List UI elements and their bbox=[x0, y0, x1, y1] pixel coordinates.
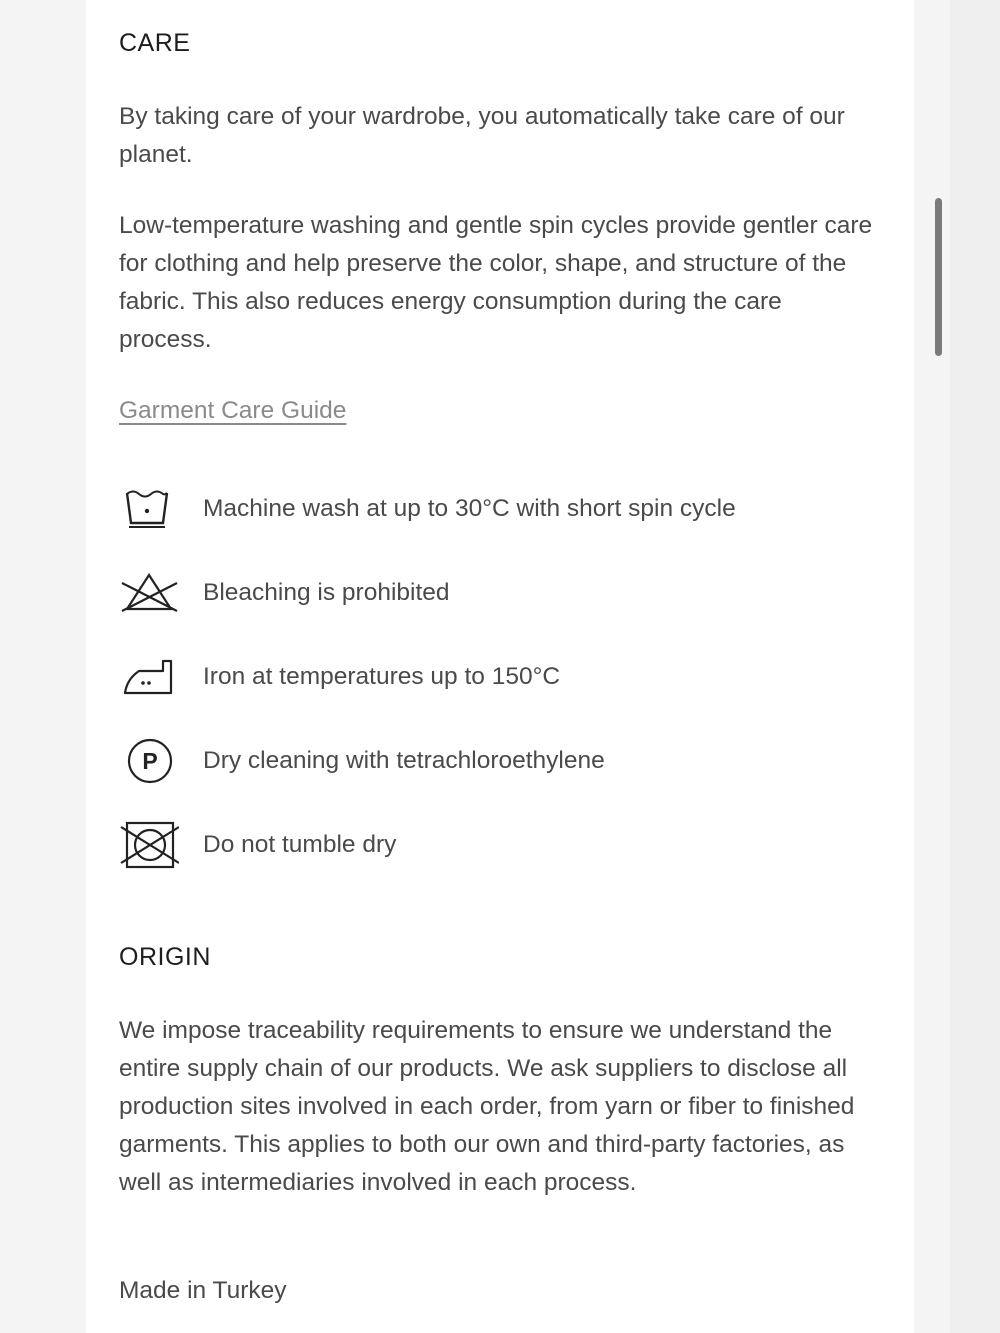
care-instruction-text: Machine wash at up to 30°C with short spin cycle bbox=[203, 495, 736, 522]
origin-description-text: We impose traceability requirements to ensure we understand the entire supply chain of our products. We ask suppliers to disclose all production sites involved in each order, from yarn or fiber to finished garments. This applies to both our own and third-party factories, as well as intermediaries involved in each process. bbox=[119, 1017, 855, 1196]
no-tumble-dry-icon bbox=[119, 817, 181, 873]
dry-clean-p-icon bbox=[119, 733, 181, 789]
care-instruction-row bbox=[119, 565, 879, 621]
care-instruction-text: Iron at temperatures up to 150°C bbox=[203, 663, 561, 690]
care-instruction-text: Do not tumble dry bbox=[203, 831, 397, 858]
care-details-text: Low-temperature washing and gentle spin cycles provide gentler care for clothing and help preserve the color, shape, and structure of the fabric. This also reduces energy consumption during the care process. bbox=[119, 212, 873, 353]
iron-150-icon bbox=[119, 649, 181, 705]
wash-30-gentle-icon bbox=[119, 481, 181, 537]
scrollbar-thumb[interactable] bbox=[935, 198, 942, 356]
care-instruction-text: Bleaching is prohibited bbox=[203, 579, 450, 606]
right-gutter bbox=[950, 0, 1000, 1333]
no-bleach-icon bbox=[119, 565, 181, 621]
care-instruction-text: Dry cleaning with tetrachloroethylene bbox=[203, 747, 605, 774]
garment-care-guide-link[interactable]: Garment Care Guide bbox=[119, 397, 347, 424]
care-instruction-row bbox=[119, 733, 879, 789]
origin-heading: ORIGIN bbox=[119, 943, 211, 971]
care-instruction-row bbox=[119, 817, 879, 873]
care-intro-text: By taking care of your wardrobe, you automatically take care of our planet. bbox=[119, 103, 845, 168]
made-in-text: Made in Turkey bbox=[119, 1277, 287, 1304]
care-heading: CARE bbox=[119, 29, 191, 57]
dry-clean-letter: P bbox=[142, 748, 158, 774]
care-instruction-row bbox=[119, 481, 879, 537]
care-instruction-row bbox=[119, 649, 879, 705]
